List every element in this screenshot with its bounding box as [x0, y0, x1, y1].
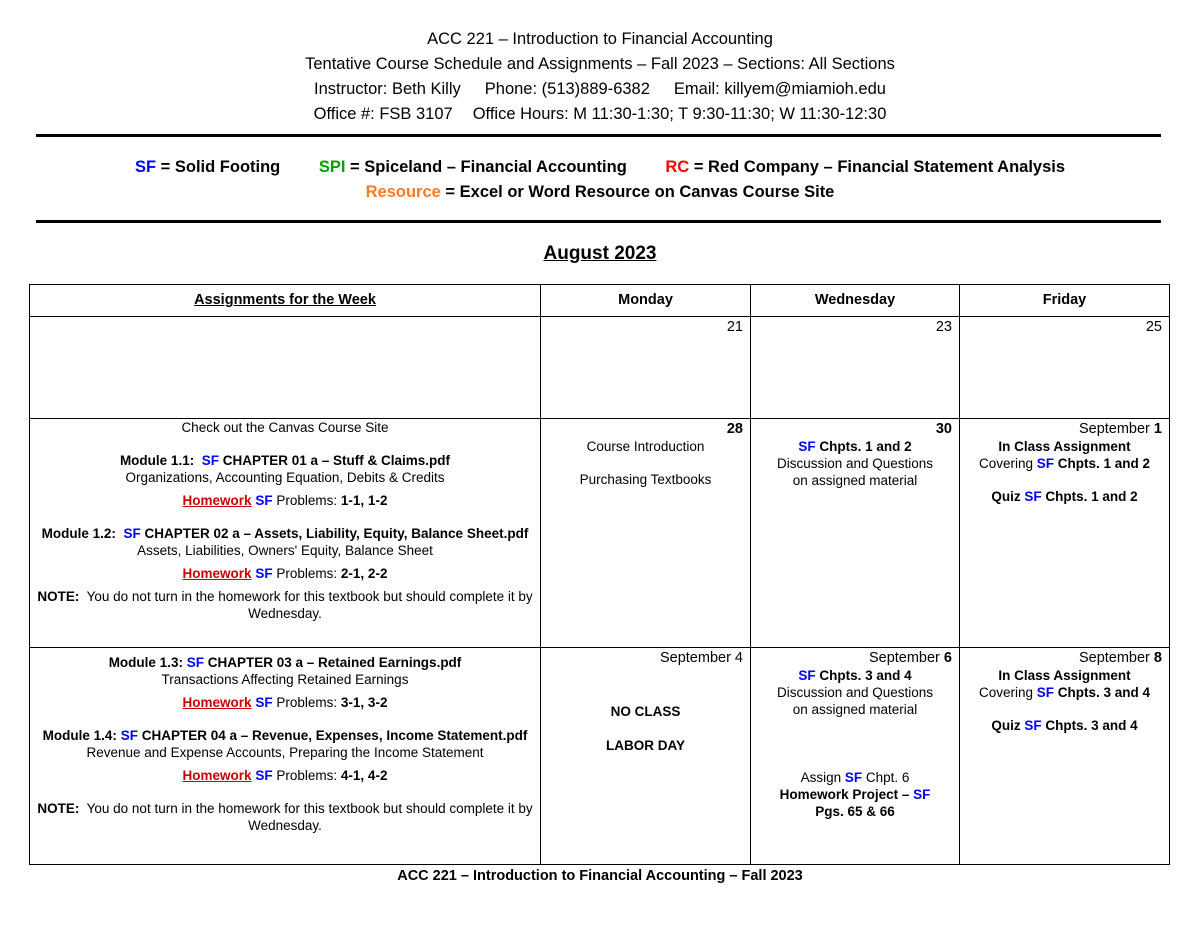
homework-link[interactable]: Homework [182, 566, 252, 581]
office-hours: Office Hours: M 11:30-1:30; T 9:30-11:30; W 11:30-12:30 [472, 105, 887, 123]
project-pages: Pgs. 65 & 66 [815, 804, 895, 819]
module-1-3-topics: Transactions Affecting Retained Earnings [161, 672, 409, 687]
week2-friday: September 1 In Class Assignment Covering SF Chpts. 1 and 2 Quiz SF Chpts. 1 and 2 [960, 419, 1170, 648]
homework-link[interactable]: Homework [182, 695, 252, 710]
module-1-2: Module 1.2: SF CHAPTER 02 a – Assets, Liability, Equity, Balance Sheet.pdf [41, 526, 529, 541]
table-row [30, 419, 1170, 648]
divider-bottom [36, 220, 1161, 223]
assign-chapter: Assign SF Chpt. 6 [800, 770, 910, 785]
page-footer: ACC 221 – Introduction to Financial Accounting – Fall 2023 [397, 868, 803, 884]
in-class-assignment: In Class Assignment [998, 439, 1131, 454]
fri-covering: Covering SF Chpts. 3 and 4 [978, 685, 1151, 700]
table-header-row [30, 285, 1170, 317]
homework-link[interactable]: Homework [182, 493, 252, 508]
legend-spi: SPI = Spiceland – Financial Accounting [318, 158, 627, 176]
homework-note: NOTE: You do not turn in the homework for this textbook but should complete it by Wednesday. [37, 589, 533, 621]
legend-line-1 [0, 155, 1200, 180]
wed-discussion: Discussion and Questions [776, 685, 934, 700]
wed-material: on assigned material [792, 702, 918, 717]
office-line [0, 102, 1200, 127]
instructor-email[interactable]: Email: killyem@miamioh.edu [673, 80, 886, 98]
canvas-note: Check out the Canvas Course Site [181, 420, 389, 435]
week2-assignments [30, 419, 541, 648]
fri-covering: Covering SF Chpts. 1 and 2 [978, 456, 1151, 471]
homework-note: NOTE: You do not turn in the homework for this textbook but should complete it by Wednesday. [37, 801, 533, 833]
homework-2: Homework SF Problems: 2-1, 2-2 [182, 566, 388, 581]
legend-rc: RC = Red Company – Financial Statement Analysis [665, 158, 1066, 176]
purchasing-textbooks: Purchasing Textbooks [579, 472, 712, 487]
no-class: NO CLASS [610, 704, 681, 719]
instructor-phone: Phone: (513)889-6382 [484, 80, 650, 98]
divider-top [36, 134, 1161, 137]
legend-line-2 [0, 180, 1200, 205]
header-friday: Friday [960, 285, 1170, 317]
week1-wednesday: 23 [751, 317, 960, 419]
quiz: Quiz SF Chpts. 1 and 2 [991, 489, 1138, 504]
week1-monday: 21 [541, 317, 751, 419]
week3-wednesday: September 6 SF Chpts. 3 and 4 Discussion and Questions on assigned material Assign SF Chpt. 6 Homework Project – SF Pgs. 65 & 66 [751, 648, 960, 865]
schedule-subtitle: Tentative Course Schedule and Assignments – Fall 2023 – Sections: All Sections [305, 55, 895, 73]
wed-chapters: SF Chpts. 3 and 4 [798, 668, 912, 683]
module-1-4: Module 1.4: SF CHAPTER 04 a – Revenue, Expenses, Income Statement.pdf [42, 728, 528, 743]
wed-chapters: SF Chpts. 1 and 2 [798, 439, 912, 454]
week3-assignments [30, 648, 541, 865]
week2-monday: 28 Course Introduction Purchasing Textbooks [541, 419, 751, 648]
office-number: Office #: FSB 3107 [313, 105, 453, 123]
week3-friday: September 8 In Class Assignment Covering SF Chpts. 3 and 4 Quiz SF Chpts. 3 and 4 [960, 648, 1170, 865]
homework-3: Homework SF Problems: 3-1, 3-2 [182, 695, 388, 710]
week2-wednesday: 30 SF Chpts. 1 and 2 Discussion and Questions on assigned material [751, 419, 960, 648]
module-1-2-topics: Assets, Liabilities, Owners' Equity, Balance Sheet [137, 543, 433, 558]
legend-sf: SF = Solid Footing [134, 158, 281, 176]
header-assignments: Assignments for the Week [30, 285, 541, 317]
week3-monday: September 4 NO CLASS LABOR DAY [541, 648, 751, 865]
homework-4: Homework SF Problems: 4-1, 4-2 [182, 768, 388, 783]
in-class-assignment: In Class Assignment [998, 668, 1131, 683]
header-wednesday: Wednesday [751, 285, 960, 317]
homework-link[interactable]: Homework [182, 768, 252, 783]
week1-assignments [30, 317, 541, 419]
legend-resource: Resource [365, 183, 441, 201]
module-1-3: Module 1.3: SF CHAPTER 03 a – Retained Earnings.pdf [108, 655, 462, 670]
module-1-4-topics: Revenue and Expense Accounts, Preparing the Income Statement [86, 745, 484, 760]
module-1-1-topics: Organizations, Accounting Equation, Debits & Credits [125, 470, 445, 485]
schedule-table [29, 284, 1170, 865]
course-intro: Course Introduction [586, 439, 705, 454]
course-title: ACC 221 – Introduction to Financial Accounting [427, 30, 773, 48]
homework-1: Homework SF Problems: 1-1, 1-2 [182, 493, 388, 508]
instructor-name: Instructor: Beth Killy [314, 80, 461, 98]
table-row [30, 648, 1170, 865]
labor-day: LABOR DAY [605, 738, 685, 753]
week1-friday: 25 [960, 317, 1170, 419]
instructor-line [0, 77, 1200, 102]
wed-material: on assigned material [792, 473, 918, 488]
legend-resource-text: = Excel or Word Resource on Canvas Course Site [440, 183, 835, 201]
header-monday: Monday [541, 285, 751, 317]
module-1-1: Module 1.1: SF CHAPTER 01 a – Stuff & Claims.pdf [119, 453, 451, 468]
wed-discussion: Discussion and Questions [776, 456, 934, 471]
month-title: August 2023 [543, 243, 657, 264]
quiz: Quiz SF Chpts. 3 and 4 [991, 718, 1138, 733]
table-row [30, 317, 1170, 419]
homework-project: Homework Project – SF [779, 787, 931, 802]
